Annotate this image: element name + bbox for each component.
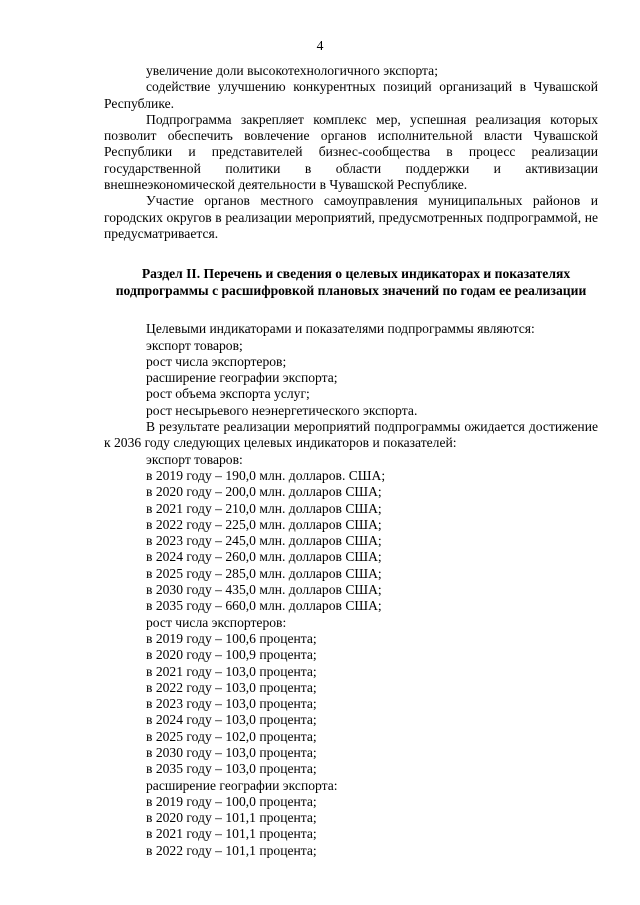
list-item: в 2025 году – 285,0 млн. долларов США; [146,565,382,581]
section-heading [104,265,598,299]
list-item: в 2022 году – 103,0 процента; [146,679,317,695]
list-item: расширение географии экспорта: [146,777,338,793]
list-item: увеличение доли высокотехнологичного экспорта; [146,63,438,78]
list-item: в 2022 году – 101,1 процента; [146,842,317,858]
list-item: в 2022 году – 225,0 млн. долларов США; [146,516,382,532]
list-item: в 2030 году – 435,0 млн. долларов США; [146,582,382,598]
list-item: рост несырьевого неэнергетического экспорта. [146,402,418,418]
list-item: экспорт товаров: [146,451,243,467]
section-heading-line: подпрограммы с расшифровкой плановых значений по годам ее реализации [115,283,587,299]
list-item: в 2020 году – 200,0 млн. долларов США; [146,484,382,500]
document-body [104,63,598,859]
list-item: в 2021 году – 101,1 процента; [146,826,317,842]
list-item: в 2021 году – 103,0 процента; [146,663,317,679]
list-item: в 2035 году – 660,0 млн. долларов США; [146,598,382,614]
list-item: в 2020 году – 100,9 процента; [146,647,317,663]
indicator-list [104,452,598,859]
list-item: Целевыми индикаторами и показателями подпрограммы являются: [146,321,535,337]
list-item: рост числа экспортеров: [146,614,287,630]
list-item: в 2023 году – 245,0 млн. долларов США; [146,533,382,549]
list-item: в 2025 году – 102,0 процента; [146,728,317,744]
list-item: в 2021 году – 210,0 млн. долларов США; [146,500,382,516]
list-item: в 2019 году – 100,6 процента; [146,630,317,646]
paragraph: Подпрограмма закрепляет комплекс мер, успешная реализация которых позволит обеспечить вовлечение органов исполнительной власти Чувашской Республики и представителей бизнес-сообщества в процесс реализации государственной политики в области поддержки и активизации внешнеэкономической деятельности в Чувашской Республике. [104,111,598,193]
page-number: 4 [316,38,324,53]
paragraph: В результате реализации мероприятий подпрограммы ожидается достижение к 2036 году следующих целевых индикаторов и показателей: [104,419,598,451]
list-item: в 2024 году – 260,0 млн. долларов США; [146,549,382,565]
list-item: в 2020 году – 101,1 процента; [146,810,317,826]
list-item: в 2023 году – 103,0 процента; [146,696,317,712]
list-item: в 2024 году – 103,0 процента; [146,712,317,728]
list-item: в 2035 году – 103,0 процента; [146,761,317,777]
list-item: рост объема экспорта услуг; [146,386,310,402]
list-item: в 2019 году – 190,0 млн. долларов. США; [146,467,386,483]
paragraph: содействие улучшению конкурентных позиций организаций в Чувашской Республике. [104,79,598,111]
list-item: экспорт товаров; [146,337,243,353]
list-item: в 2019 году – 100,0 процента; [146,793,317,809]
section-heading-line: Раздел II. Перечень и сведения о целевых индикаторах и показателях [141,266,571,282]
list-item: рост числа экспортеров; [146,353,287,369]
list-item: расширение географии экспорта; [146,370,338,386]
paragraph: Участие органов местного самоуправления муниципальных районов и городских округов в реализации мероприятий, предусмотренных подпрограммой, не предусматривается. [104,193,598,241]
indicator-intro-list [104,321,598,419]
list-item: в 2030 году – 103,0 процента; [146,744,317,760]
